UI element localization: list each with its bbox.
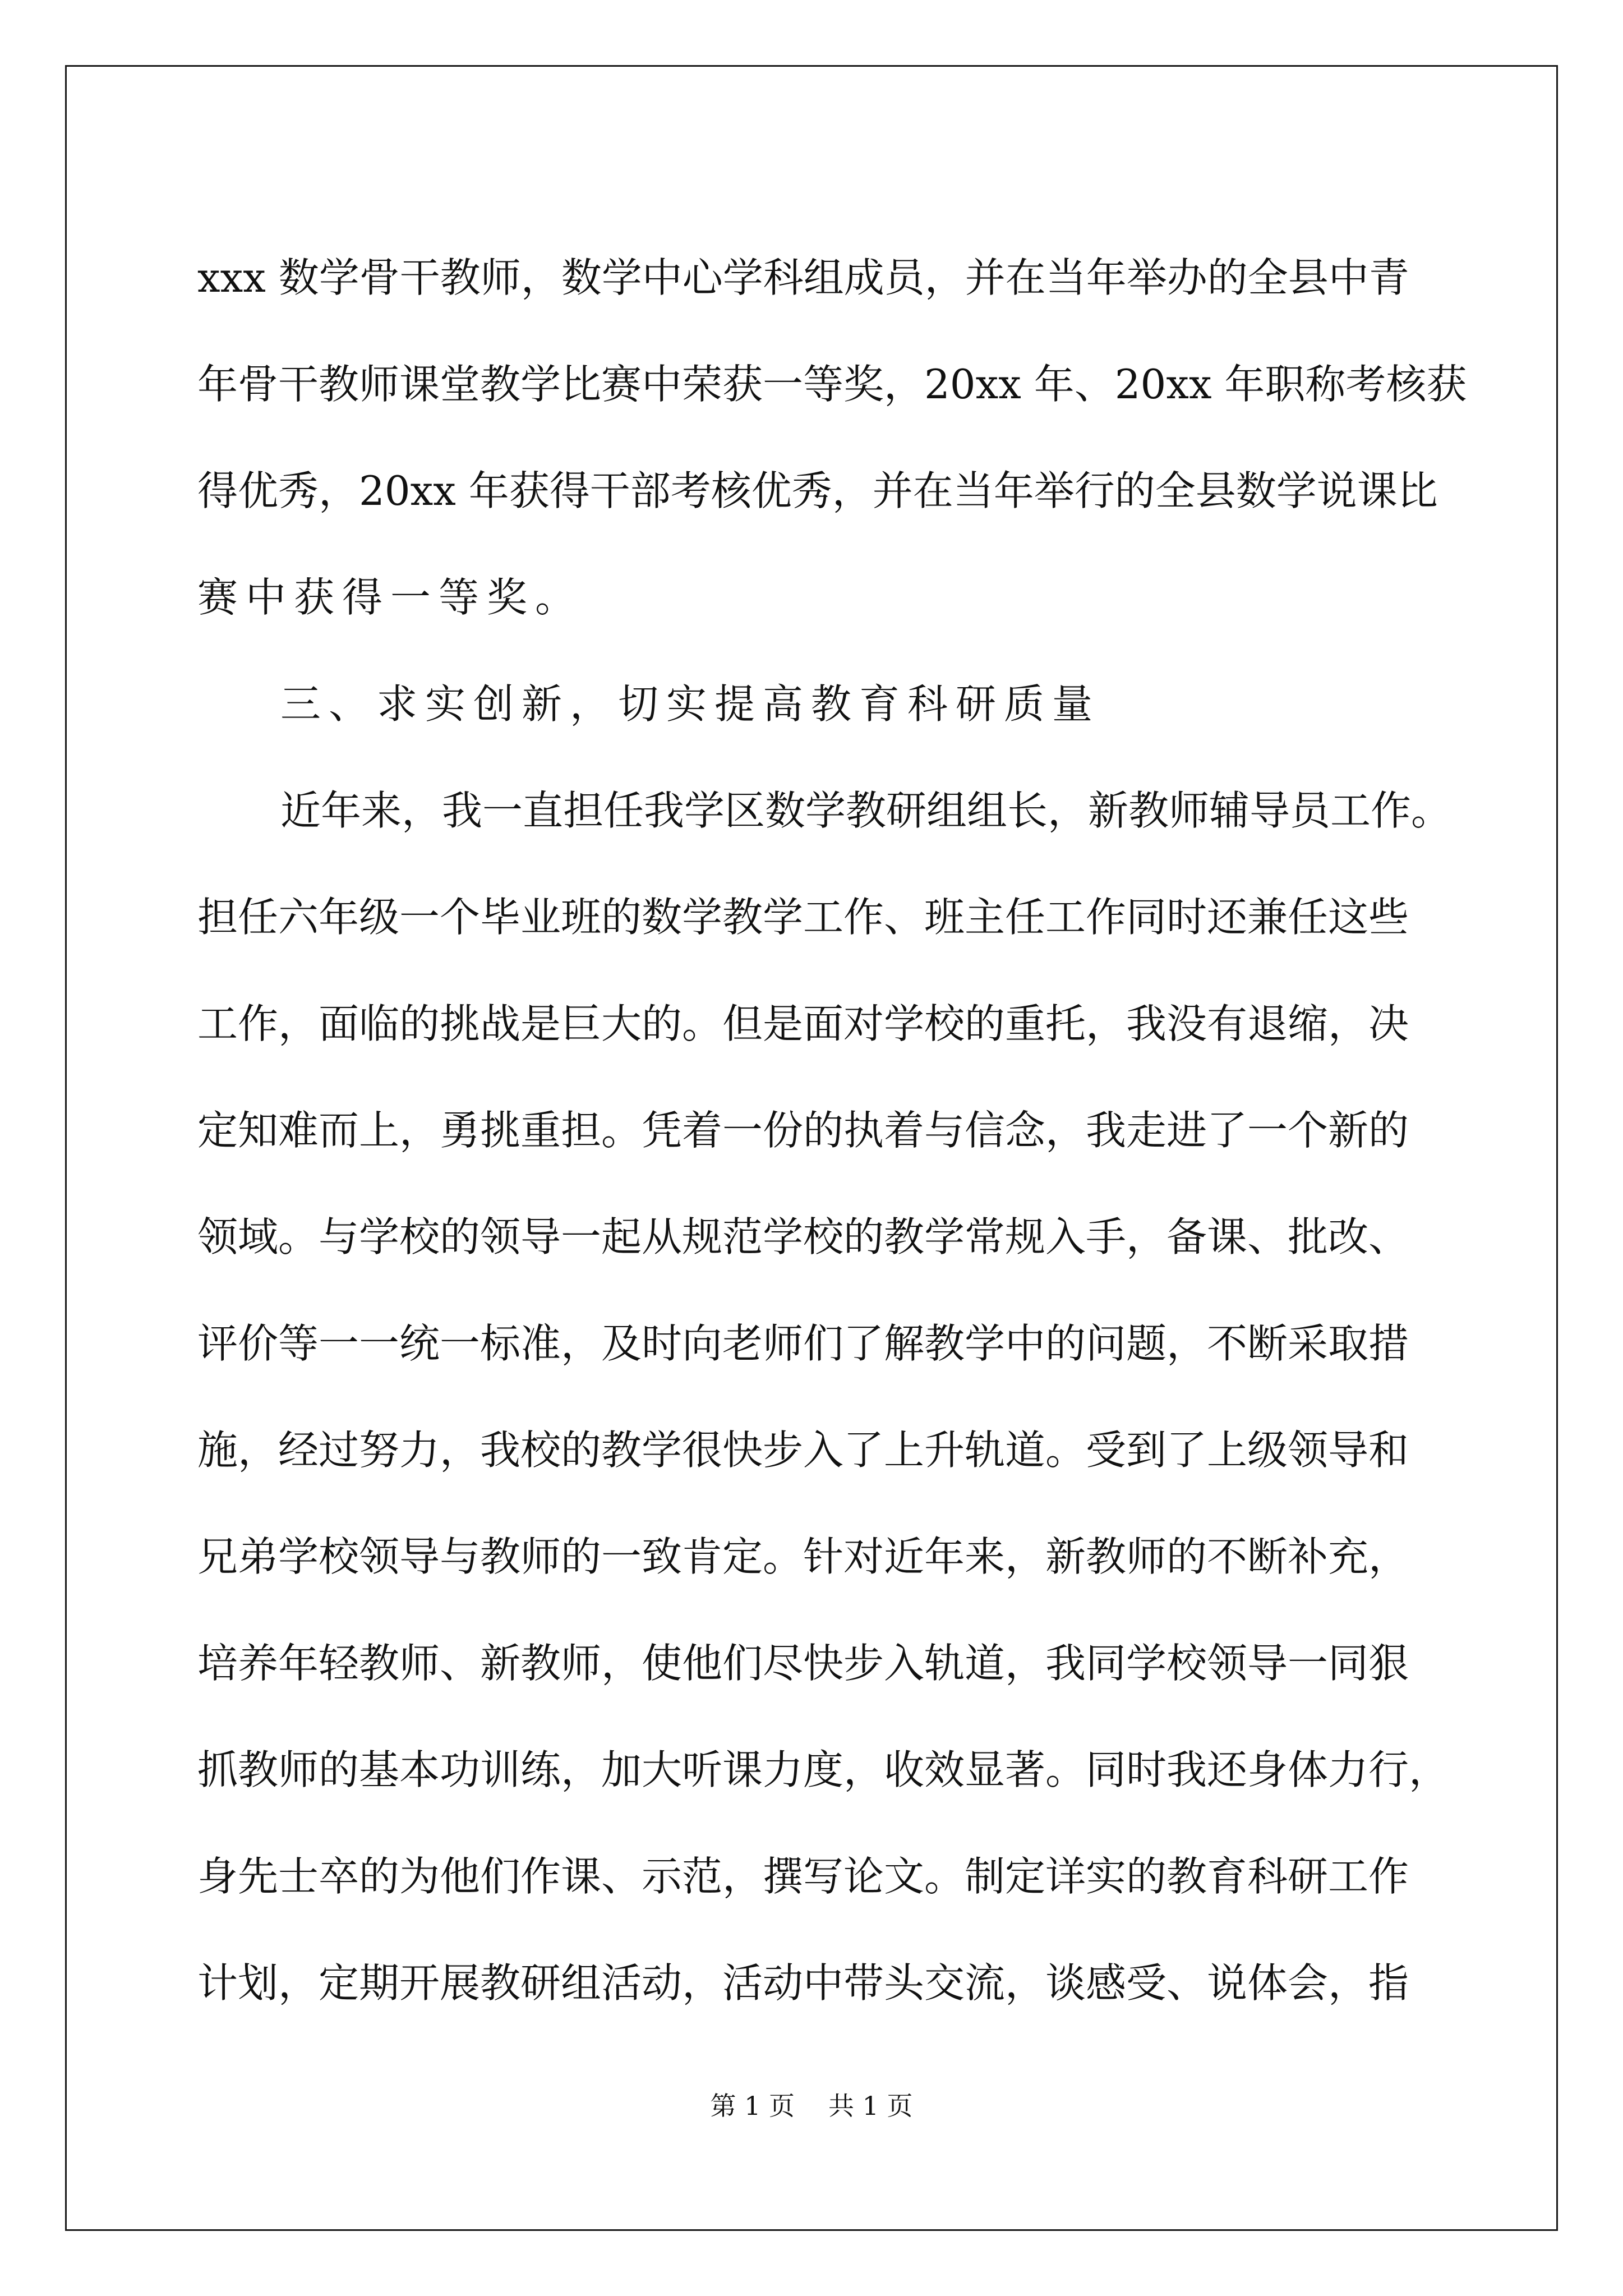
text-line-15: 抓教师的基本功训练，加大听课力度，收效显著。同时我还身体力行， xyxy=(197,1746,1450,1793)
text-line-13: 兄弟学校领导与教师的一致肯定。针对近年来，新教师的不断补充， xyxy=(197,1533,1409,1580)
page-total: 共 1 页 xyxy=(828,2091,913,2121)
page-footer xyxy=(0,2086,1623,2123)
text-line-4: 赛中获得一等奖。 xyxy=(197,574,584,621)
text-line-7: 担任六年级一个毕业班的数学教学工作、班主任工作同时还兼任这些 xyxy=(197,894,1409,941)
text-line-9: 定知难而上，勇挑重担。凭着一份的执着与信念，我走进了一个新的 xyxy=(197,1107,1409,1154)
page-number: 第 1 页 xyxy=(710,2091,795,2121)
text-line-16: 身先士卒的为他们作课、示范，撰写论文。制定详实的教育科研工作 xyxy=(197,1853,1409,1900)
text-line-11: 评价等一一统一标准，及时向老师们了解教学中的问题，不断采取措 xyxy=(197,1320,1409,1367)
text-line-10: 领域。与学校的领导一起从规范学校的教学常规入手，备课、批改、 xyxy=(197,1213,1409,1260)
text-line-17: 计划，定期开展教研组活动，活动中带头交流，谈感受、说体会，指 xyxy=(197,1959,1409,2007)
text-line-8: 工作，面临的挑战是巨大的。但是面对学校的重托，我没有退缩，决 xyxy=(197,1000,1409,1047)
text-line-2: 年骨干教师课堂教学比赛中荣获一等奖，20xx 年、20xx 年职称考核获 xyxy=(197,361,1467,408)
text-line-14: 培养年轻教师、新教师，使他们尽快步入轨道，我同学校领导一同狠 xyxy=(197,1640,1409,1687)
text-line-12: 施，经过努力，我校的教学很快步入了上升轨道。受到了上级领导和 xyxy=(197,1427,1409,1474)
section-heading: 三、求实创新，切实提高教育科研质量 xyxy=(280,680,1101,728)
text-line-6: 近年来，我一直担任我学区数学教研组组长，新教师辅导员工作。 xyxy=(280,787,1452,834)
text-line-1: xxx 数学骨干教师，数学中心学科组成员，并在当年举办的全县中青 xyxy=(197,254,1409,301)
document-body xyxy=(197,224,1467,2036)
text-line-3: 得优秀，20xx 年获得干部考核优秀，并在当年举行的全县数学说课比 xyxy=(197,467,1438,514)
